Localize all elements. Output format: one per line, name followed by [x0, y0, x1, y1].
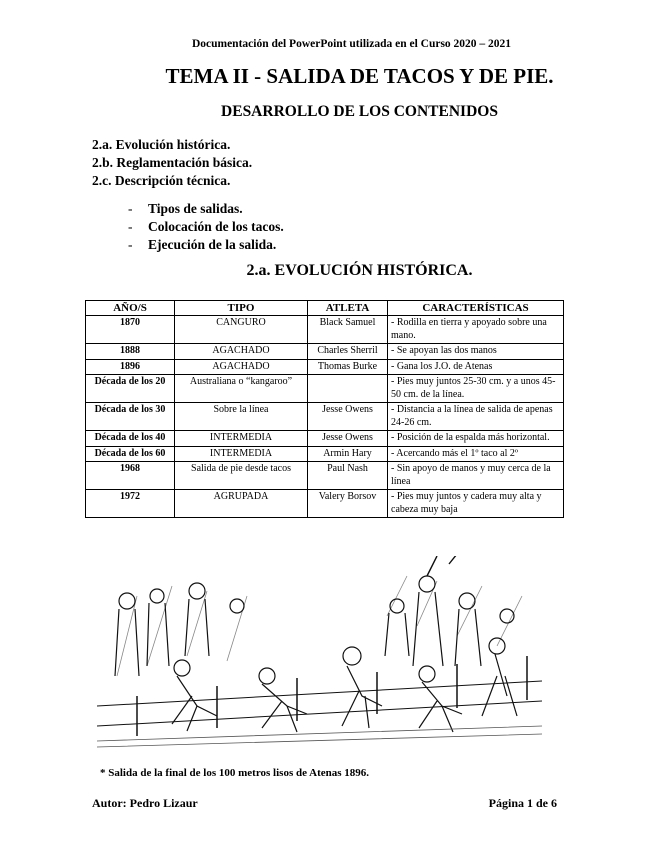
cell-characteristics: - Posición de la espalda más horizontal.	[388, 431, 564, 447]
table-row	[86, 446, 564, 462]
column-header-year: AÑO/S	[86, 301, 175, 316]
page-subtitle: DESARROLLO DE LOS CONTENIDOS	[221, 103, 498, 120]
cell-athlete: Jesse Owens	[308, 431, 388, 447]
cell-year: 1870	[86, 316, 175, 344]
column-header-characteristics: CARACTERÍSTICAS	[388, 301, 564, 316]
cell-type: Australiana o “kangaroo”	[175, 375, 308, 403]
table-row	[86, 462, 564, 490]
subtopic-item	[128, 200, 284, 218]
cell-type: AGACHADO	[175, 344, 308, 360]
cell-athlete: Jesse Owens	[308, 403, 388, 431]
cell-type: Salida de pie desde tacos	[175, 462, 308, 490]
cell-characteristics: - Pies muy juntos y cadera muy alta y cabeza muy baja	[388, 490, 564, 518]
cell-year: Década de los 60	[86, 446, 175, 462]
cell-year: 1968	[86, 462, 175, 490]
table-row	[86, 359, 564, 375]
cell-type: INTERMEDIA	[175, 431, 308, 447]
table-header-row	[86, 301, 564, 316]
cell-type: CANGURO	[175, 316, 308, 344]
subtopic-label: Colocación de los tacos.	[148, 219, 284, 234]
cell-characteristics: - Acercando más el 1º taco al 2º	[388, 446, 564, 462]
subtopic-item	[128, 236, 284, 254]
cell-athlete	[308, 375, 388, 403]
illustration-caption: * Salida de la final de los 100 metros lisos de Atenas 1896.	[100, 767, 370, 779]
table-row	[86, 344, 564, 360]
subtopic-list	[128, 200, 284, 254]
cell-characteristics: - Pies muy juntos 25-30 cm. y a unos 45-50 cm. de la línea.	[388, 375, 564, 403]
history-table	[85, 300, 564, 518]
bullet-dash: -	[128, 201, 133, 216]
cell-characteristics: - Se apoyan las dos manos	[388, 344, 564, 360]
cell-athlete: Black Samuel	[308, 316, 388, 344]
cell-type: INTERMEDIA	[175, 446, 308, 462]
bullet-dash: -	[128, 237, 133, 252]
page-title: TEMA II - SALIDA DE TACOS Y DE PIE.	[165, 64, 554, 88]
cell-year: Década de los 30	[86, 403, 175, 431]
subtopic-label: Tipos de salidas.	[148, 201, 243, 216]
table-row	[86, 490, 564, 518]
cell-year: 1972	[86, 490, 175, 518]
topic-item: 2.a. Evolución histórica.	[92, 137, 231, 152]
cell-year: Década de los 40	[86, 431, 175, 447]
table-row	[86, 375, 564, 403]
cell-type: AGRUPADA	[175, 490, 308, 518]
table-row	[86, 431, 564, 447]
column-header-athlete: ATLETA	[308, 301, 388, 316]
cell-athlete: Paul Nash	[308, 462, 388, 490]
table-row	[86, 403, 564, 431]
sprint-start-illustration-icon	[97, 556, 542, 748]
footer-author: Autor: Pedro Lizaur	[92, 796, 198, 810]
column-header-type: TIPO	[175, 301, 308, 316]
topic-item: 2.b. Reglamentación básica.	[92, 155, 253, 170]
cell-characteristics: - Distancia a la línea de salida de apenas 24-26 cm.	[388, 403, 564, 431]
topic-list	[92, 136, 252, 190]
topic-item: 2.c. Descripción técnica.	[92, 173, 231, 188]
cell-year: 1888	[86, 344, 175, 360]
cell-athlete: Thomas Burke	[308, 359, 388, 375]
cell-year: Década de los 20	[86, 375, 175, 403]
cell-characteristics: - Rodilla en tierra y apoyado sobre una mano.	[388, 316, 564, 344]
cell-characteristics: - Gana los J.O. de Atenas	[388, 359, 564, 375]
cell-athlete: Armin Hary	[308, 446, 388, 462]
subtopic-label: Ejecución de la salida.	[148, 237, 277, 252]
cell-athlete: Valery Borsov	[308, 490, 388, 518]
table-row	[86, 316, 564, 344]
cell-type: Sobre la línea	[175, 403, 308, 431]
subtopic-item	[128, 218, 284, 236]
header-note: Documentación del PowerPoint utilizada en el Curso 2020 – 2021	[191, 38, 512, 50]
section-title: 2.a. EVOLUCIÓN HISTÓRICA.	[246, 262, 473, 279]
cell-type: AGACHADO	[175, 359, 308, 375]
bullet-dash: -	[128, 219, 133, 234]
cell-athlete: Charles Sherril	[308, 344, 388, 360]
footer-page-number: Página 1 de 6	[488, 796, 557, 810]
cell-characteristics: - Sin apoyo de manos y muy cerca de la línea	[388, 462, 564, 490]
cell-year: 1896	[86, 359, 175, 375]
